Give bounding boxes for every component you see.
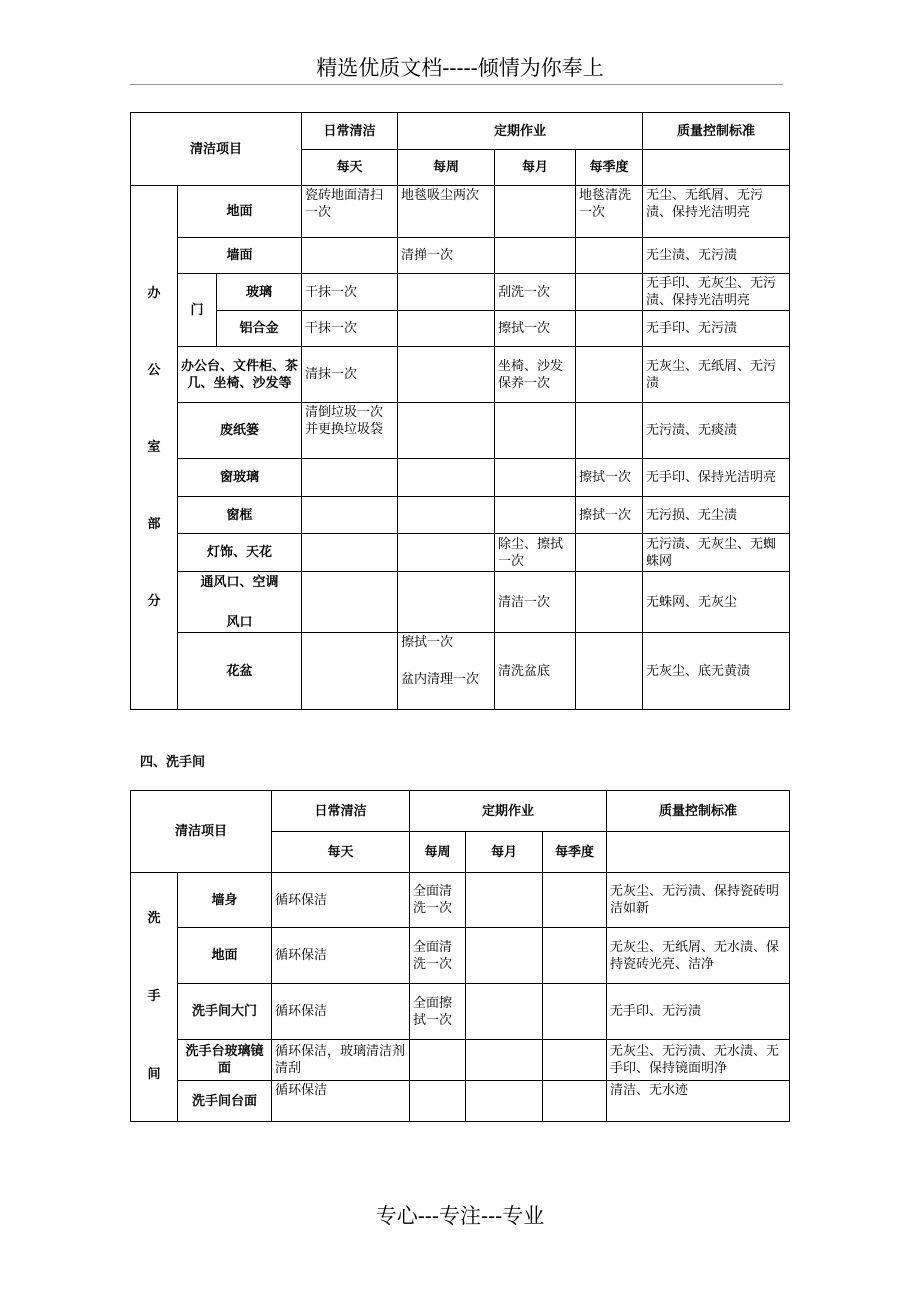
item-name: 办公台、文件柜、茶几、坐椅、沙发等 — [178, 347, 302, 403]
cell-standard: 无手印、保持光洁明亮 — [643, 459, 790, 497]
cell-monthly: 清洁一次 — [495, 572, 576, 633]
cell-monthly — [495, 238, 576, 274]
cell-weekly: 全面擦拭一次 — [410, 984, 466, 1040]
cell-monthly — [466, 873, 543, 928]
cell-quarterly: 地毯清洗一次 — [576, 186, 643, 238]
cell-weekly — [398, 534, 495, 572]
cell-standard: 无灰尘、底无黄渍 — [643, 633, 790, 710]
cell-monthly — [466, 1040, 543, 1081]
cell-quarterly: 擦拭一次 — [576, 497, 643, 534]
cell-daily: 循环保洁 — [272, 873, 410, 928]
item-name: 地面 — [178, 186, 302, 238]
cell-quarterly — [543, 984, 607, 1040]
item-name: 铝合金 — [217, 311, 302, 347]
header-divider — [130, 84, 783, 85]
cell-weekly — [410, 1040, 466, 1081]
cell-standard: 无手印、无灰尘、无污渍、保持光洁明亮 — [643, 274, 790, 311]
cell-weekly: 地毯吸尘两次 — [398, 186, 495, 238]
item-name: 洗手台玻璃镜面 — [178, 1040, 272, 1081]
cell-standard: 无尘渍、无污渍 — [643, 238, 790, 274]
cell-daily: 循环保洁 — [272, 984, 410, 1040]
cell-daily — [302, 572, 398, 633]
cell-weekly — [398, 347, 495, 403]
cell-quarterly — [576, 633, 643, 710]
cell-weekly-flowerpot: 擦拭一次 盆内清理一次 — [398, 633, 495, 710]
cell-daily — [302, 633, 398, 710]
item-name-vent: 通风口、空调 风口 — [178, 572, 302, 633]
cell-quarterly — [543, 1081, 607, 1122]
item-name: 窗框 — [178, 497, 302, 534]
cell-quarterly — [576, 534, 643, 572]
cell-standard: 无污损、无尘渍 — [643, 497, 790, 534]
item-name: 玻璃 — [217, 274, 302, 311]
cell-standard: 清洁、无水迹 — [607, 1081, 790, 1122]
cell-monthly: 刮洗一次 — [495, 274, 576, 311]
cell-quarterly — [576, 403, 643, 459]
item-name: 洗手间台面 — [178, 1081, 272, 1122]
cell-monthly — [466, 928, 543, 984]
item-name: 墙身 — [178, 873, 272, 928]
header-item: 清洁项目 — [131, 113, 302, 186]
item-name: 窗玻璃 — [178, 459, 302, 497]
header-weekly: 每周 — [398, 150, 495, 186]
cell-quarterly — [576, 572, 643, 633]
cell-standard: 无污渍、无灰尘、无蜘蛛网 — [643, 534, 790, 572]
cell-weekly — [398, 572, 495, 633]
cell-standard: 无手印、无污渍 — [607, 984, 790, 1040]
cell-standard: 无灰尘、无纸屑、无水渍、保持瓷砖光亮、洁净 — [607, 928, 790, 984]
cell-daily — [302, 459, 398, 497]
restroom-cleaning-table — [130, 790, 790, 1122]
cell-standard: 无灰尘、无污渍、保持瓷砖明洁如新 — [607, 873, 790, 928]
header-daily: 日常清洁 — [272, 791, 410, 832]
item-name: 灯饰、天花 — [178, 534, 302, 572]
cell-daily: 瓷砖地面清扫一次 — [302, 186, 398, 238]
page-header: 精选优质文档-----倾情为你奉上 — [316, 56, 604, 80]
item-name: 花盆 — [178, 633, 302, 710]
item-name: 废纸篓 — [178, 403, 302, 459]
cell-weekly: 全面清洗一次 — [410, 928, 466, 984]
cell-monthly — [495, 186, 576, 238]
page-footer: 专心---专注---专业 — [375, 1204, 545, 1228]
header-quality: 质量控制标准 — [643, 113, 790, 150]
item-name: 地面 — [178, 928, 272, 984]
cell-quarterly — [576, 347, 643, 403]
header-item: 清洁项目 — [131, 791, 272, 873]
group-label-restroom: 洗 手 间 — [131, 873, 178, 1122]
cell-weekly — [398, 403, 495, 459]
cell-quarterly — [576, 311, 643, 347]
header-daily: 日常清洁 — [302, 113, 398, 150]
cell-monthly: 除尘、擦拭一次 — [495, 534, 576, 572]
cell-monthly: 擦拭一次 — [495, 311, 576, 347]
header-quarterly: 每季度 — [543, 832, 607, 873]
cell-daily — [302, 497, 398, 534]
cell-standard: 无灰尘、无污渍、无水渍、无手印、保持镜面明净 — [607, 1040, 790, 1081]
header-everyday: 每天 — [302, 150, 398, 186]
cell-standard: 无污渍、无痰渍 — [643, 403, 790, 459]
cell-daily: 清倒垃圾一次并更换垃圾袋 — [302, 403, 398, 459]
cell-daily: 循环保洁 — [272, 1081, 410, 1122]
cell-daily: 循环保洁 — [272, 928, 410, 984]
cell-monthly — [495, 403, 576, 459]
section-title-restroom: 四、洗手间 — [140, 755, 206, 770]
header-periodic: 定期作业 — [398, 113, 643, 150]
cell-weekly — [398, 311, 495, 347]
cell-weekly — [410, 1081, 466, 1122]
item-name: 墙面 — [178, 238, 302, 274]
cell-quarterly — [576, 274, 643, 311]
cell-daily: 循环保洁，玻璃清洁剂清刮 — [272, 1040, 410, 1081]
cell-quarterly — [543, 873, 607, 928]
cell-weekly: 清掸一次 — [398, 238, 495, 274]
cell-monthly — [466, 1081, 543, 1122]
cell-quarterly — [576, 238, 643, 274]
header-periodic: 定期作业 — [410, 791, 607, 832]
cell-monthly — [495, 497, 576, 534]
cell-standard: 无蛛网、无灰尘 — [643, 572, 790, 633]
cell-quarterly — [543, 1040, 607, 1081]
cell-monthly — [466, 984, 543, 1040]
cell-weekly: 全面清洗一次 — [410, 873, 466, 928]
cell-weekly — [398, 274, 495, 311]
door-label: 门 — [178, 274, 217, 347]
cell-monthly: 坐椅、沙发保养一次 — [495, 347, 576, 403]
office-cleaning-table — [130, 112, 790, 710]
header-monthly: 每月 — [495, 150, 576, 186]
header-blank — [643, 150, 790, 186]
cell-daily: 清抹一次 — [302, 347, 398, 403]
cell-daily — [302, 534, 398, 572]
cell-daily — [302, 238, 398, 274]
item-name: 洗手间大门 — [178, 984, 272, 1040]
cell-standard: 无灰尘、无纸屑、无污渍 — [643, 347, 790, 403]
header-monthly: 每月 — [466, 832, 543, 873]
cell-standard: 无尘、无纸屑、无污渍、保持光洁明亮 — [643, 186, 790, 238]
cell-quarterly — [543, 928, 607, 984]
header-blank — [607, 832, 790, 873]
cell-daily: 干抹一次 — [302, 311, 398, 347]
cell-monthly — [495, 459, 576, 497]
header-quality: 质量控制标准 — [607, 791, 790, 832]
cell-standard: 无手印、无污渍 — [643, 311, 790, 347]
group-label-office: 办 公 室 部 分 — [131, 186, 178, 710]
cell-quarterly: 擦拭一次 — [576, 459, 643, 497]
cell-weekly — [398, 459, 495, 497]
header-everyday: 每天 — [272, 832, 410, 873]
header-quarterly: 每季度 — [576, 150, 643, 186]
cell-daily: 干抹一次 — [302, 274, 398, 311]
header-weekly: 每周 — [410, 832, 466, 873]
cell-monthly: 清洗盆底 — [495, 633, 576, 710]
cell-weekly — [398, 497, 495, 534]
